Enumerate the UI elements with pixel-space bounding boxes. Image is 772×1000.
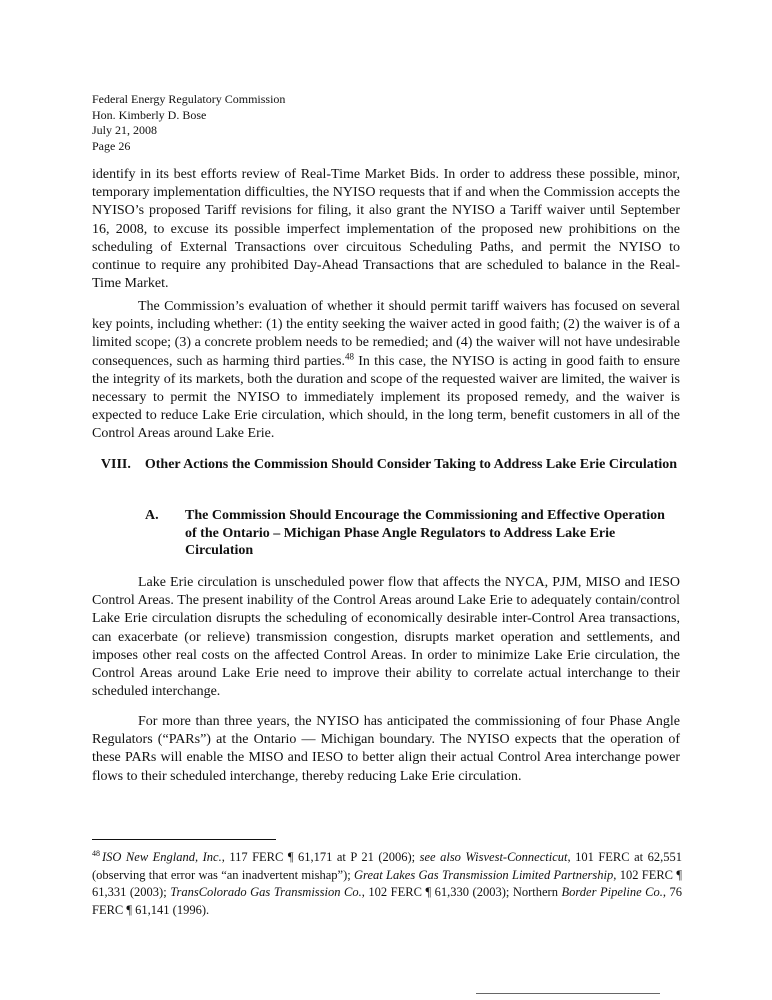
recipient-name: Hon. Kimberly D. Bose [92, 107, 207, 122]
footnote-separator [92, 839, 276, 840]
footnote-number: 48 [92, 849, 100, 858]
paragraph-3 [92, 574, 680, 701]
footnote-see-also: see also Wisvest-Connecticut [419, 850, 568, 865]
paragraph-1-text: identify in its best efforts review of Real-Time Market Bids. In order to address these possible, minor, temporary implementation difficulties, the NYISO requests that if and when the Commission accepts the NYISO’s proposed Tariff revisions for filing, it also grant the NYISO a Tariff waiver until September 16, 2008, to excuse its possible imperfect implementation of the proposed new prohibitions on the scheduling of External Transactions over circuitous Scheduling Paths, and permit the NYISO to continue to require any prohibited Day-Ahead Transactions that are scheduled to balance in the Real-Time Market. [92, 167, 680, 292]
letter-date: July 21, 2008 [92, 123, 158, 137]
letterhead [92, 92, 285, 154]
subsection-title: The Commission Should Encourage the Commissioning and Effective Operation of the Ontario – Michigan Phase Angle Regulators to Address Lake Erie Circulation [185, 508, 665, 558]
paragraph-2-text-a: The Commission’s evaluation of whether it should permit tariff waivers has focused on several key points, including whether: (1) the entity seeking the waiver acted in good faith; (2) the waiver is of a limited scope; (3) a concrete problem needs to be remedied; and (4) the waiver will not have undesirable consequences, such as harming third parties. [92, 299, 680, 369]
section-number: VIII. [100, 457, 131, 472]
paragraph-2 [92, 298, 680, 444]
page-number: Page 26 [92, 138, 131, 153]
recipient-org: Federal Energy Regulatory Commission [92, 92, 286, 106]
paragraph-4-text: For more than three years, the NYISO has anticipated the commissioning of four Phase Angle Regulators (“PARs”) at the Ontario — Michigan boundary. The NYISO expects that the operation of these PARs will enable the MISO and IESO to better align their actual Control Area interchange power flows to their scheduled interchange, thereby reducing Lake Erie circulation. [92, 714, 680, 784]
paragraph-2-text-b: In this case, the NYISO is acting in good faith to ensure the integrity of its markets, both the duration and scope of the requested waiver are limited, the waiver is necessary to permit the NYISO to immediately implement its proposed remedy, and the waiver is expected to reduce Lake Erie circulation, which should, in the long term, benefit customers in all of the Control Areas around Lake Erie. [92, 353, 680, 442]
footnote-case-5: Border Pipeline Co. [561, 885, 663, 900]
section-title: Other Actions the Commission Should Consider Taking to Address Lake Erie Circulation [144, 457, 678, 472]
section-heading [100, 456, 678, 474]
subsection-letter: A. [145, 508, 159, 523]
paragraph-1 [92, 166, 680, 293]
paragraph-4 [92, 713, 680, 786]
paragraph-3-text: Lake Erie circulation is unscheduled power flow that affects the NYCA, PJM, MISO and IESO Control Areas. The present inability of the Control Areas around Lake Erie to adequately contain/control Lake Erie circulation disrupts the scheduling of economically desirable inter-Control Area transactions, can exacerbate (or relieve) transmission congestion, disrupts market operation and settlements, and imposes other real costs on the affected Control Areas. In order to minimize Lake Erie circulation, the Control Areas around Lake Erie need to improve their ability to correlate actual interchange to their scheduled interchange. [92, 575, 680, 700]
footnote-case-3: Great Lakes Gas Transmission Limited Partnership [354, 867, 614, 882]
bottom-rule [476, 993, 660, 994]
footnote-48: $^{48}$ ISO New England, Inc., 117 FERC ¶ 61,171 at P 21 (2006); see also Wisvest-Connecticut, 101 FERC at 62,551 (observing that error was “an inadvertent mishap”); Great Lakes Gas Transmission Limited Partnership, 102 FERC ¶ 61,331 (2003); TransColorado Gas Transmission Co., 102 FERC ¶ 61,330 (2003); Northern Border Pipeline Co., 76 FERC ¶ 61,141 (1996). [92, 849, 683, 917]
footnote-case-1: ISO New England, Inc. [102, 850, 222, 865]
footnote-reference: 48 [345, 350, 354, 361]
footnote-case-4: TransColorado Gas Transmission Co. [170, 885, 362, 900]
